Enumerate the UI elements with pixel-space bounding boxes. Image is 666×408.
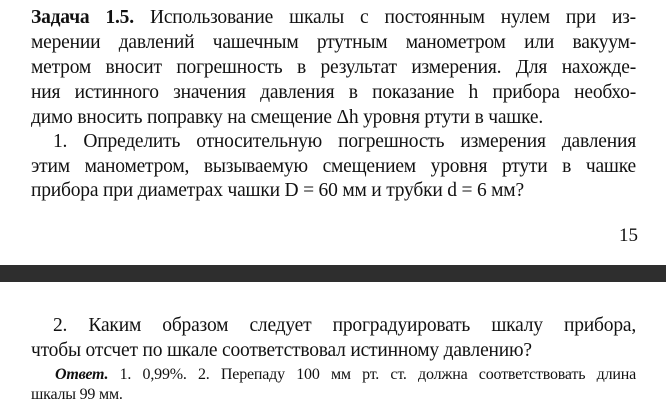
answer-text: 1. 0,99%. 2. Перепаду 100 мм рт. ст. должна соответствовать длина	[119, 366, 636, 383]
answer-line-2: шкалы 99 мм.	[31, 386, 123, 403]
problem-line-1	[31, 7, 636, 29]
question1-line-2: этим манометром, вызываемую смещением уровня ртути в чашке	[31, 156, 636, 177]
question2-line-2: чтобы отсчет по шкале соответствовал истинному давлению?	[31, 340, 532, 361]
problem-line-2: мерении давлений чашечным ртутным манометром или вакуум-	[31, 32, 636, 53]
question2-line-1: 2. Каким образом следует проградуировать шкалу прибора,	[53, 315, 636, 336]
page-separator	[0, 265, 666, 282]
problem-line-4: ния истинного значения давления в показание h прибора необхо-	[31, 82, 636, 103]
page-number: 15	[619, 225, 638, 246]
problem-line-3: метром вносит погрешность в результат измерения. Для нахожде-	[31, 57, 636, 78]
problem-title: Задача 1.5.	[31, 7, 134, 28]
question1-line-1: 1. Определить относительную погрешность измерения давления	[53, 131, 636, 152]
answer-line-1	[55, 365, 636, 384]
page-bottom	[0, 282, 666, 408]
answer-label: Ответ.	[55, 366, 109, 383]
question1-line-3: прибора при диаметрах чашки D = 60 мм и трубки d = 6 мм?	[31, 180, 524, 201]
problem-line-5: димо вносить поправку на смещение Δh уровня ртути в чашке.	[31, 107, 544, 128]
problem-text: Использование шкалы с постоянным нулем при из-	[149, 7, 636, 28]
